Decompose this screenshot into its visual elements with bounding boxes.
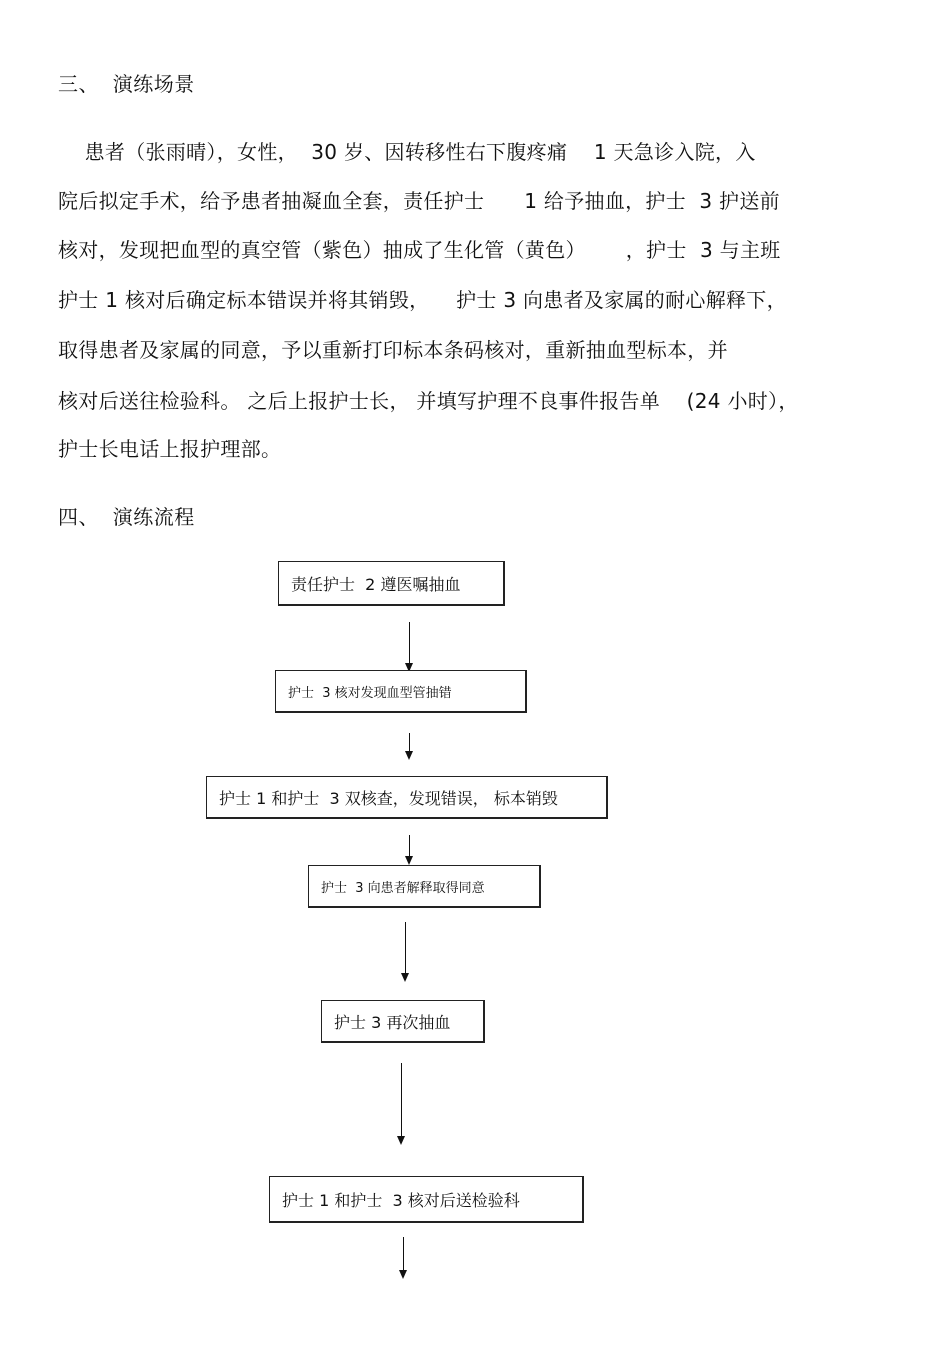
section-heading-flow: 四、 演练流程 [58, 505, 195, 529]
paragraph-line: 核对，发现把血型的真空管（紫色）抽成了生化管（黄色） ，护士 3 与主班 [58, 238, 781, 262]
down-arrow-icon [409, 622, 410, 670]
flow-step-6: 护士 1 和护士 3 核对后送检验科 [269, 1176, 584, 1223]
flow-step-1: 责任护士 2 遵医嘱抽血 [278, 561, 505, 606]
paragraph-line: 护士 1 核对后确定标本错误并将其销毁， 护士 3 向患者及家属的耐心解释下， [58, 288, 787, 312]
section-heading-scene: 三、 演练场景 [58, 72, 195, 96]
down-arrow-icon [405, 922, 406, 980]
flow-step-5: 护士 3 再次抽血 [321, 1000, 485, 1043]
down-arrow-icon [409, 835, 410, 863]
paragraph-line: 核对后送往检验科。 之后上报护士长， 并填写护理不良事件报告单 (24 小时）， [58, 389, 799, 413]
paragraph-line: 院后拟定手术，给予患者抽凝血全套，责任护士 1 给予抽血，护士 3 护送前 [58, 189, 780, 213]
flow-step-3: 护士 1 和护士 3 双核查，发现错误， 标本销毁 [206, 776, 608, 819]
paragraph-line: 患者（张雨晴），女性， 30 岁、因转移性右下腹疼痛 1 天急诊入院，入 [58, 140, 756, 164]
flow-step-4: 护士 3 向患者解释取得同意 [308, 865, 541, 908]
paragraph-line: 护士长电话上报护理部。 [58, 437, 282, 461]
down-arrow-icon [401, 1063, 402, 1143]
paragraph-line: 取得患者及家属的同意，予以重新打印标本条码核对，重新抽血型标本，并 [58, 338, 728, 362]
down-arrow-icon [403, 1237, 404, 1277]
down-arrow-icon [409, 733, 410, 758]
flow-step-2: 护士 3 核对发现血型管抽错 [275, 670, 527, 713]
